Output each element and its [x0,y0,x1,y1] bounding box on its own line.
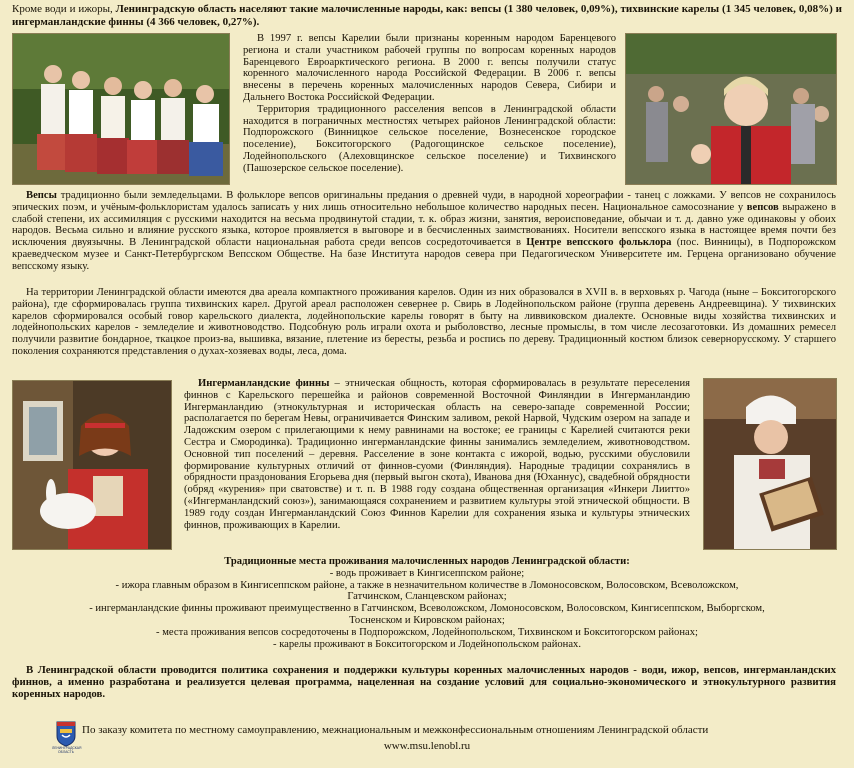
veps-status-paragraph: В 1997 г. вепсы Карелии были признаны коренным народом Баренцевого региона и стали участником рабочей группы по вопросам коренных народов Баренцевого Евроарктического региона. В 2000 г. вепсы получили статус коренного малочисленного народа Российской Федерации. В 2006 г. вепсы внесены в перечень коренных малочисленных народов Севера, Сибири и Дальнего Востока Российской Федерации. [243,33,616,103]
places-line-7: - карелы проживают в Бокситогорском и Лодейнопольском районах. [273,638,581,650]
places-line-3: Гатчинском, Сланцевском районах; [347,591,507,603]
photo-women-folk-costumes [12,33,230,185]
karels-text: На территории Ленинградской области имеются два ареала компактного проживания карелов. Один из них образовался в XVII в. в верховьях р. Чагода (ныне – Бокситогорского района), где сформировалась группа тихвинских карел. Другой ареал расположен севернее р. Свирь в Лодейнопольском районе (группа деревень Андреевщина). У тихвинских карелов сформировался особый говор карельского диалекта, лодейнопольские карелы говорят в быту на ливвиковском диалекте. Основные виды хозяйства тихвинских и лодейнопольских карелов - земледелие и животноводство. Подсобную роль играли охота и рыболовство, лесные промыслы, в том числе лесозаготовки. Из домашних ремесел получили развитие бондарное, ткацкое произ-ва, вышивка, вязание, плетение из бересты, резьба и роспись по дереву. Традиционный костюм близок севернорусскому. У старшего поколения сохраняются представления о духах-хозяевах воды, леса, дома. [12,287,836,357]
photo-boy-image [626,34,836,184]
finns-paragraph [184,378,690,531]
emblem-caption-text: ЛЕНИНГРАДСКАЯ ОБЛАСТЬ [52,746,82,754]
photo-woman-image [704,379,836,549]
footer-url-text[interactable]: www.msu.lenobl.ru [383,740,471,752]
footer-url[interactable] [300,741,554,753]
places-line-1: - водь проживает в Кингисеппском районе; [329,567,525,579]
photo-elderly-woman-book [703,378,837,550]
emblem-caption [52,746,80,754]
intro-prefix: Кроме води и ижоры, [12,3,116,15]
veps-culture-paragraph [12,190,836,273]
photo-girl-image [13,381,171,549]
places-title: Традиционные места проживания малочисленных народов Ленинградской области: [224,556,630,567]
emblem-icon [56,721,76,747]
veps-text-c: выражено в слабой степени, их ассимиляция с русскими находится на весьма продвинутой стадии, т. к. образ жизни, занятия, вероисповедание, обычаи и т. д. давно уже одинаковы у обоих народов. Весьма сильно и влияние русского языка, которое проявляется в выговоре и в бесчисленных заимствованиях. Носители вепсского языка в настоящее время почти без исключения двуязычны. В Ленинградской области национальная работа среди вепсов сосредоточивается в [12,201,836,249]
finns-text: – этническая общность, которая сформировалась в результате переселения финнов с Карельского перешейка и районов современной Восточной Финляндии в Ингерманландию Ингерманландию (этнокультурная и историческая область на северо-западе современной России; располагается по берегам Невы, ограничивается Финским заливом, рекой Нарвой, Чудским озером на западе и Ладожским озером с прилегающими к нему равнинами на востоке; ее границы с Карелией считаются реки Сестра и Смородинка). Традиционно ингерманландские финны занимались земледелием, животноводством. Основной тип поселений – деревня. Расселение в зоне контакта с ижорой, водью, русскими обусловили формирование культурных отличий от финнов-суоми (Финляндия). Народные традиции сохранялись в обрядности праздонования Егорьева дня (первый выгон скота), Иванова дня (Юханнус), свадебной обрядности (обряд «курения» при сватовстве) и т. п. В 1988 году создана общественная организация «Инкери Лиитто» («Ингерманландский союз»), занимающаяся сохранением и развитием культуры этой этнической общности. В 1989 году создан Ингерманландский Союз Финнов Карелии для сохранения языка и культуры этнических финнов, проживающих в Карелии. [184,378,690,531]
places-line-5: Тосненском и Кировском районах; [349,614,505,626]
finns-lead: Ингерманландские финны [198,378,330,389]
veps-folklore-center: Центре вепсского фольклора [526,237,672,249]
footer-order-text [82,725,822,737]
veps-territory-paragraph: Территория традиционного расселения вепсов в Ленинградской области находится в пограничных местностях четырех районов Ленинградской области: Подпорожского (Винницкое сельское поселение, Вознесенское городское поселение), Бокситогорского (Радогощинское сельское поселение), Лодейнопольского (Алеховщинское сельское поселение) и Тихвинского (Пашозерское сельское поселение). [243,103,616,174]
veps-status-text [243,33,616,175]
places-section [12,556,842,650]
veps-lead: Вепсы [26,190,57,201]
photo-boy-red-costume [625,33,837,185]
places-line-6: - места проживания вепсов сосредоточены в Подпорожском, Лодейнопольском, Тихвинском и Бокситогорском районах; [156,626,698,638]
karels-paragraph [12,287,836,358]
veps-text-a: традиционно были земледельцами. В фольклоре вепсов оригинальны предания о древней чуди, в народной хореографии - танец с ложками. У вепсов не сохранилось эпических поэм, и учёным-фольклористам удалось записать у них лишь относительно небольшое количество народных песен. Национальное самосознание у [12,190,836,213]
places-line-2: - ижора главным образом в Кингисеппском районе, а также в незначительном количестве в Ломоносовском, Волосовском, Всеволожском, [115,579,739,591]
footer-order: По заказу комитета по местному самоуправлению, межнациональным и межконфессиональным отношениям Ленинградской области [82,724,709,736]
region-emblem [56,721,76,747]
intro-paragraph [12,3,842,28]
places-line-4: - ингерманландские финны проживают преимущественно в Гатчинском, Всеволожском, Ломоносовском, Волосовском, Кингисеппском, Выборгском, [89,603,765,615]
policy-text: В Ленинградской области проводится политика сохранения и поддержки культуры коренных малочисленных народов - води, ижор, вепсов, ингерманландских финнов, а именно разработана и реализуется целевая программа, нацеленная на создание условий для социально-экономического и этнокультурного развития коренных народов. [12,664,836,700]
veps-bold-word: вепсов [746,201,779,213]
photo-women-image [13,34,229,184]
intro-bold: Ленинградскую область населяют такие малочисленные народы, как: вепсы (1 380 человек, 0,09%), тихвинские карелы (1 345 человек, 0,08%) и ингерманландские финны (4 366 человек, 0,27%). [12,3,842,28]
veps-text-e: (пос. Винницы), в Подпорожском краеведческом музее и Санкт-Петербургском Вепсском Обществе. На базе Института народов севера при Педагогическом Университете им. Герцена организовано обучение вепсскому языку. [12,237,836,272]
photo-girl-with-rabbit [12,380,172,550]
policy-paragraph [12,664,836,700]
